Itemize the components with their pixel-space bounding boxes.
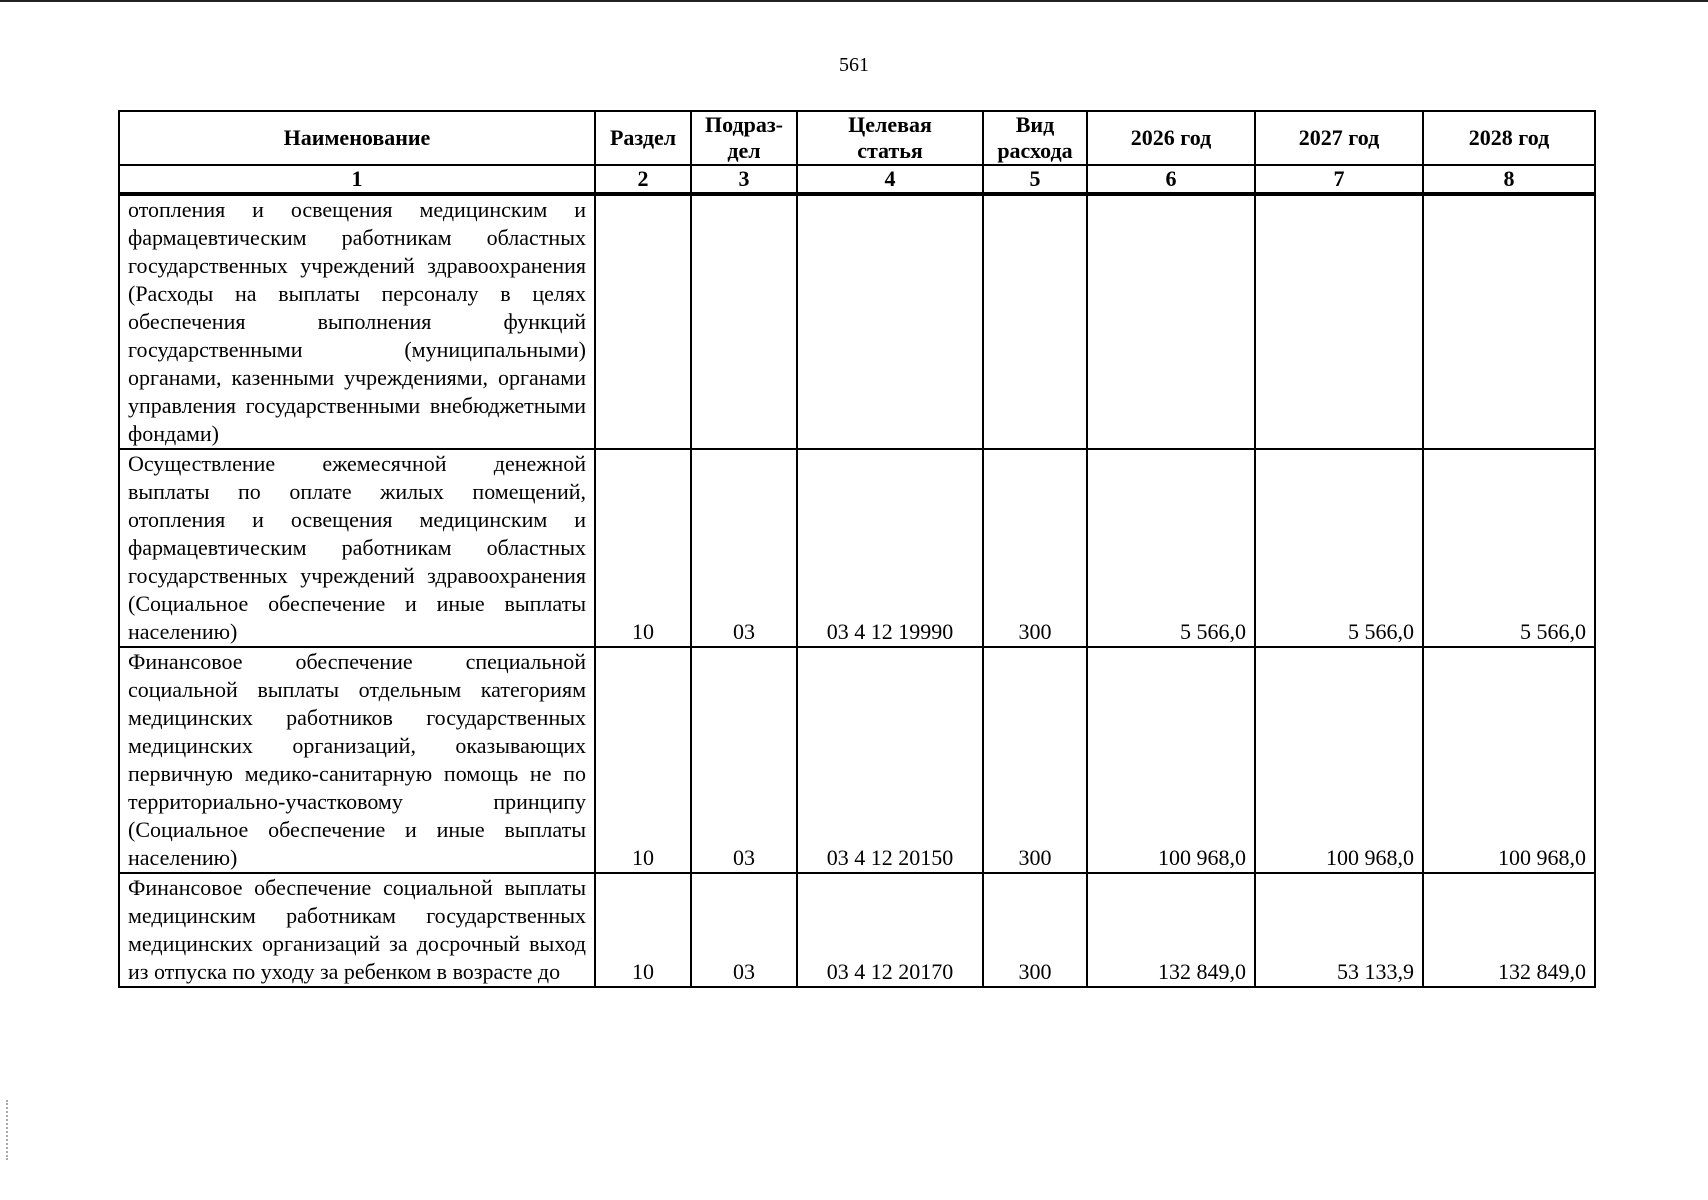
- row-2028: 5 566,0: [1423, 449, 1595, 647]
- row-2026: 132 849,0: [1087, 873, 1255, 987]
- row-section: 10: [595, 873, 691, 987]
- column-number: 5: [983, 165, 1087, 194]
- row-name: отопления и освещения медицинским и фармацевтическим работникам областных государственных учреждений здравоохранения (Расходы на выплаты персоналу в целях обеспечения выполнения функций государственными (муниципальными) органами, казенными учреждениями, органами управления государственными внебюджетными фондами): [119, 194, 595, 449]
- column-number: 2: [595, 165, 691, 194]
- row-2028: [1423, 194, 1595, 449]
- row-target: [797, 194, 983, 449]
- row-2028: 100 968,0: [1423, 647, 1595, 873]
- row-2027: 53 133,9: [1255, 873, 1423, 987]
- header-target: Целевая статья: [797, 111, 983, 165]
- page-number: 561: [839, 54, 869, 76]
- scan-margin-mark: [6, 1100, 10, 1160]
- header-2028: 2028 год: [1423, 111, 1595, 165]
- row-2027: 100 968,0: [1255, 647, 1423, 873]
- row-2027: 5 566,0: [1255, 449, 1423, 647]
- budget-table: [118, 110, 1596, 988]
- row-expense-type: 300: [983, 873, 1087, 987]
- header-2027: 2027 год: [1255, 111, 1423, 165]
- row-subsection: 03: [691, 647, 797, 873]
- column-number: 4: [797, 165, 983, 194]
- row-target: 03 4 12 19990: [797, 449, 983, 647]
- row-expense-type: [983, 194, 1087, 449]
- row-2027: [1255, 194, 1423, 449]
- column-number: 7: [1255, 165, 1423, 194]
- column-number: 1: [119, 165, 595, 194]
- table-row: [119, 194, 1595, 449]
- row-section: 10: [595, 449, 691, 647]
- row-name: Осуществление ежемесячной денежной выплаты по оплате жилых помещений, отопления и освещения медицинским и фармацевтическим работникам областных государственных учреждений здравоохранения (Социальное обеспечение и иные выплаты населению): [119, 449, 595, 647]
- header-name: Наименование: [119, 111, 595, 165]
- column-number-row: [119, 165, 1595, 194]
- table-row: [119, 449, 1595, 647]
- header-subsection: Подраз- дел: [691, 111, 797, 165]
- header-expense-type: Вид расхода: [983, 111, 1087, 165]
- row-2026: 5 566,0: [1087, 449, 1255, 647]
- row-2026: [1087, 194, 1255, 449]
- row-2028: 132 849,0: [1423, 873, 1595, 987]
- column-number: 8: [1423, 165, 1595, 194]
- row-expense-type: 300: [983, 449, 1087, 647]
- row-target: 03 4 12 20170: [797, 873, 983, 987]
- row-target: 03 4 12 20150: [797, 647, 983, 873]
- row-subsection: [691, 194, 797, 449]
- row-section: [595, 194, 691, 449]
- top-border-line: [0, 0, 1708, 2]
- row-section: 10: [595, 647, 691, 873]
- header-2026: 2026 год: [1087, 111, 1255, 165]
- row-expense-type: 300: [983, 647, 1087, 873]
- column-number: 3: [691, 165, 797, 194]
- table-row: [119, 873, 1595, 987]
- row-subsection: 03: [691, 873, 797, 987]
- header-section: Раздел: [595, 111, 691, 165]
- row-2026: 100 968,0: [1087, 647, 1255, 873]
- header-row: [119, 111, 1595, 165]
- row-name: Финансовое обеспечение специальной социальной выплаты отдельным категориям медицинских работников государственных медицинских организаций, оказывающих первичную медико-санитарную помощь не по территориально-участковому принципу (Социальное обеспечение и иные выплаты населению): [119, 647, 595, 873]
- row-subsection: 03: [691, 449, 797, 647]
- row-name: Финансовое обеспечение социальной выплаты медицинским работникам государственных медицинских организаций за досрочный выход из отпуска по уходу за ребенком в возрасте до: [119, 873, 595, 987]
- column-number: 6: [1087, 165, 1255, 194]
- table-row: [119, 647, 1595, 873]
